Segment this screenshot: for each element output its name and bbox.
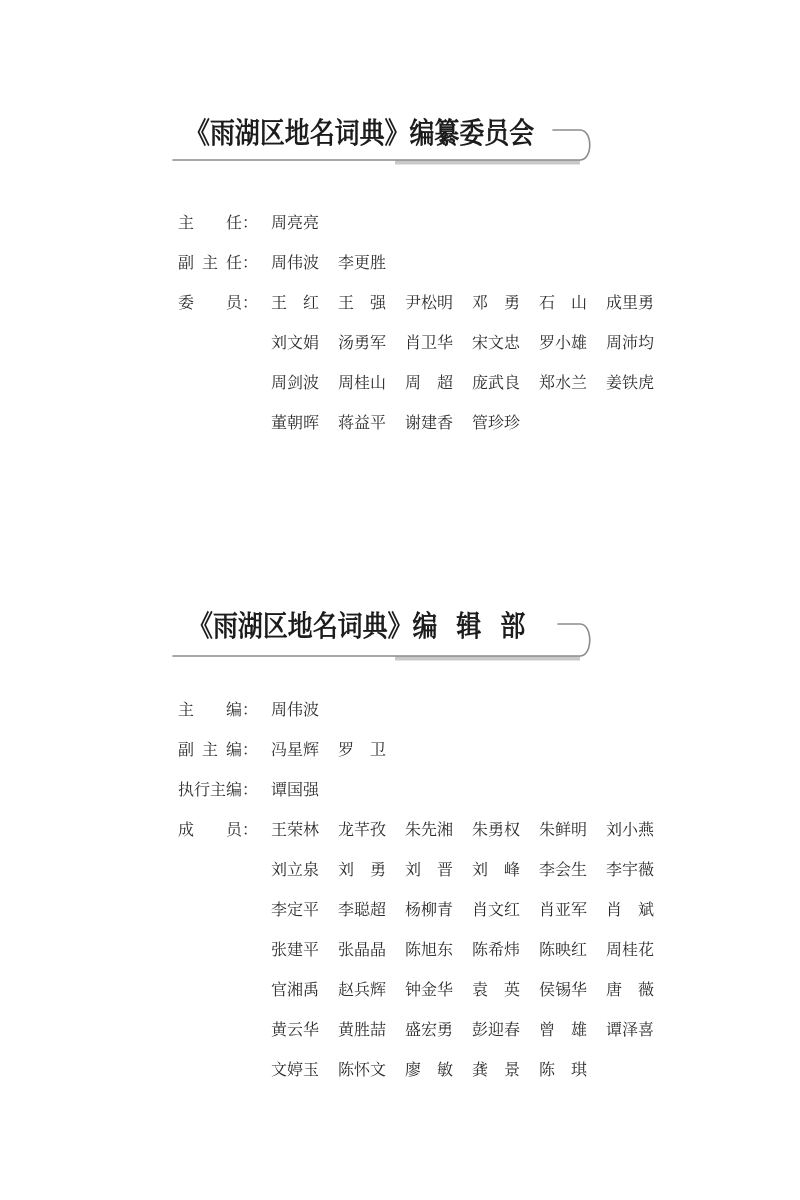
label-colon: ： — [242, 820, 259, 839]
member-name: 周剑波 — [271, 373, 320, 392]
member-name: 赵兵辉 — [338, 980, 387, 999]
list-row — [0, 412, 800, 434]
label-colon: ： — [242, 213, 259, 232]
title-underline-ornament — [160, 120, 610, 170]
list-row — [0, 1059, 800, 1081]
member-name: 周伟波 — [271, 700, 320, 719]
label-colon: ： — [242, 293, 259, 312]
member-name: 陈旭东 — [405, 940, 454, 959]
member-name: 文婷玉 — [271, 1060, 320, 1079]
member-name: 钟金华 — [405, 980, 454, 999]
list-row — [0, 699, 800, 721]
role-label: 副主任 — [178, 253, 242, 272]
member-name: 龙芊孜 — [338, 820, 387, 839]
member-name: 唐 薇 — [606, 980, 654, 999]
member-name: 冯星辉 — [271, 740, 320, 759]
member-name: 龚 景 — [472, 1060, 520, 1079]
member-name: 肖亚军 — [539, 900, 588, 919]
list-row — [0, 779, 800, 801]
member-name: 王 红 — [271, 293, 319, 312]
member-name: 宋文忠 — [472, 333, 521, 352]
member-name: 尹松明 — [405, 293, 454, 312]
member-name: 周亮亮 — [271, 213, 320, 232]
member-name: 盛宏勇 — [405, 1020, 454, 1039]
member-name: 谢建香 — [405, 413, 454, 432]
member-name: 陈怀文 — [338, 1060, 387, 1079]
member-name: 谭国强 — [271, 780, 320, 799]
member-name: 刘 勇 — [338, 860, 386, 879]
member-name: 王 强 — [338, 293, 386, 312]
member-name: 朱鲜明 — [539, 820, 588, 839]
role-label: 执行主编 — [178, 780, 243, 799]
member-name: 李定平 — [271, 900, 320, 919]
member-name: 肖 斌 — [606, 900, 654, 919]
list-row — [0, 1019, 800, 1041]
list-row — [0, 819, 800, 841]
member-name: 张建平 — [271, 940, 320, 959]
member-name: 李更胜 — [338, 253, 387, 272]
member-name: 邓 勇 — [472, 293, 520, 312]
member-name: 刘文娟 — [271, 333, 320, 352]
member-name: 蒋益平 — [338, 413, 387, 432]
member-name: 罗小雄 — [539, 333, 588, 352]
list-row — [0, 979, 800, 1001]
member-name: 陈 琪 — [539, 1060, 587, 1079]
list-row — [0, 739, 800, 761]
list-row — [0, 252, 800, 274]
member-name: 朱勇权 — [472, 820, 521, 839]
member-name: 肖文红 — [472, 900, 521, 919]
member-name: 曾 雄 — [539, 1020, 587, 1039]
member-name: 姜铁虎 — [606, 373, 655, 392]
list-row — [0, 212, 800, 234]
member-name: 官湘禹 — [271, 980, 320, 999]
member-name: 周沛均 — [606, 333, 655, 352]
member-name: 彭迎春 — [472, 1020, 521, 1039]
list-row — [0, 372, 800, 394]
member-name: 廖 敏 — [405, 1060, 453, 1079]
member-name: 侯锡华 — [539, 980, 588, 999]
member-name: 朱先湘 — [405, 820, 454, 839]
member-name: 李会生 — [539, 860, 588, 879]
member-name: 周桂山 — [338, 373, 387, 392]
committee-section-title: 《雨湖区地名词典》编纂委员会 — [185, 116, 535, 150]
member-name: 刘立泉 — [271, 860, 320, 879]
member-name: 肖卫华 — [405, 333, 454, 352]
label-colon: ： — [242, 700, 259, 719]
role-label: 委 员 — [178, 293, 242, 312]
member-name: 陈映红 — [539, 940, 588, 959]
member-name: 刘小燕 — [606, 820, 655, 839]
member-name: 周桂花 — [606, 940, 655, 959]
member-name: 管珍珍 — [472, 413, 521, 432]
member-name: 张晶晶 — [338, 940, 387, 959]
member-name: 庞武良 — [472, 373, 521, 392]
member-name: 黄胜喆 — [338, 1020, 387, 1039]
member-name: 周 超 — [405, 373, 453, 392]
member-name: 刘 晋 — [405, 860, 453, 879]
member-name: 王荣林 — [271, 820, 320, 839]
member-name: 陈希炜 — [472, 940, 521, 959]
member-name: 黄云华 — [271, 1020, 320, 1039]
label-colon: ： — [242, 740, 259, 759]
member-name: 董朝晖 — [271, 413, 320, 432]
role-label: 主 编 — [178, 700, 242, 719]
member-name: 石 山 — [539, 293, 587, 312]
member-name: 袁 英 — [472, 980, 520, 999]
list-row — [0, 899, 800, 921]
member-name: 罗 卫 — [338, 740, 386, 759]
member-name: 杨柳青 — [405, 900, 454, 919]
label-colon: ： — [242, 253, 259, 272]
list-row — [0, 859, 800, 881]
role-label: 成 员 — [178, 820, 242, 839]
member-name: 李聪超 — [338, 900, 387, 919]
member-name: 汤勇军 — [338, 333, 387, 352]
member-name: 李宇薇 — [606, 860, 655, 879]
list-row — [0, 939, 800, 961]
member-name: 成里勇 — [606, 293, 655, 312]
list-row — [0, 292, 800, 314]
member-name: 周伟波 — [271, 253, 320, 272]
role-label: 副主编 — [178, 740, 242, 759]
member-name: 刘 峰 — [472, 860, 520, 879]
label-colon: ： — [242, 780, 259, 799]
editorial-section-title: 《雨湖区地名词典》编 辑 部 — [188, 609, 526, 643]
list-row — [0, 332, 800, 354]
member-name: 谭泽喜 — [606, 1020, 655, 1039]
member-name: 郑水兰 — [539, 373, 588, 392]
title-underline-ornament — [160, 614, 610, 664]
role-label: 主 任 — [178, 213, 242, 232]
